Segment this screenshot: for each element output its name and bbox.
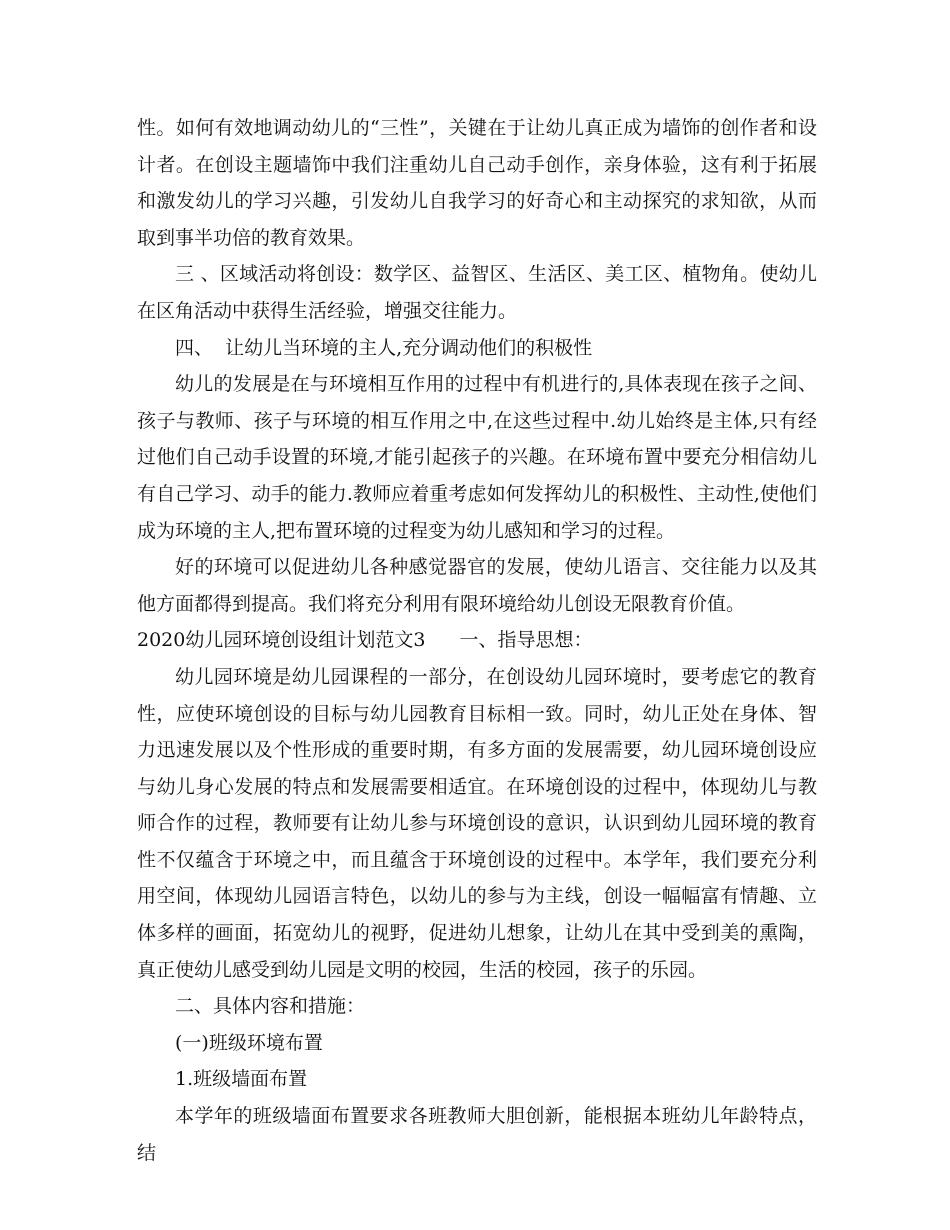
document-body: [137, 110, 817, 1171]
heading-line: [137, 622, 817, 659]
paragraph-1: 性。如何有效地调动幼儿的“三性”，关键在于让幼儿真正成为墙饰的创作者和设计者。在创设主题墙饰中我们注重幼儿自己动手创作，亲身体验，这有利于拓展和激发幼儿的学习兴趣，引发幼儿自我学习的好奇心和主动探究的求知欲，从而取到事半功倍的教育效果。: [137, 117, 817, 249]
section-heading: 一、指导思想：: [459, 629, 593, 652]
paragraph-5: 好的环境可以促进幼儿各种感觉器官的发展，使幼儿语言、交往能力以及其他方面都得到提高。我们将充分利用有限环境给幼儿创设无限教育价值。: [137, 556, 817, 615]
paragraph-3: 四、 让幼儿当环境的主人,充分调动他们的积极性: [175, 336, 593, 359]
paragraph-7: 二、具体内容和措施：: [175, 995, 366, 1018]
paragraph-2: 三 、区域活动将创设：数学区、益智区、生活区、美工区、植物角。使幼儿在区角活动中获得生活经验，增强交往能力。: [137, 263, 817, 322]
paragraph-6: 幼儿园环境是幼儿园课程的一部分，在创设幼儿园环境时，要考虑它的教育性，应使环境创设的目标与幼儿园教育目标相一致。同时，幼儿正处在身体、智力迅速发展以及个性形成的重要时期，有多方面的发展需要，幼儿园环境创设应与幼儿身心发展的特点和发展需要相适宜。在环境创设的过程中，体现幼儿与教师合作的过程，教师要有让幼儿参与环境创设的意识，认识到幼儿园环境的教育性不仅蕴含于环境之中，而且蕴含于环境创设的过程中。本学年，我们要充分利用空间，体现幼儿园语言特色，以幼儿的参与为主线，创设一幅幅富有情趣、立体多样的画面，拓宽幼儿的视野，促进幼儿想象，让幼儿在其中受到美的熏陶，真正使幼儿感受到幼儿园是文明的校园，生活的校园，孩子的乐园。: [137, 665, 817, 981]
paragraph-4: 幼儿的发展是在与环境相互作用的过程中有机进行的,具体表现在孩子之间、孩子与教师、孩子与环境的相互作用之中,在这些过程中.幼儿始终是主体,只有经过他们自己动手设置的环境,才能引起孩子的兴趣。在环境布置中要充分相信幼儿有自己学习、动手的能力.教师应着重考虑如何发挥幼儿的积极性、主动性,使他们成为环境的主人,把布置环境的过程变为幼儿感知和学习的过程。: [137, 373, 817, 542]
document-title: 2020幼儿园环境创设组计划范文3: [137, 629, 426, 652]
paragraph-10: 本学年的班级墙面布置要求各班教师大胆创新，能根据本班幼儿年龄特点，结: [137, 1105, 817, 1164]
paragraph-8: (一)班级环境布置: [175, 1031, 323, 1054]
paragraph-9: 1.班级墙面布置: [175, 1068, 308, 1091]
